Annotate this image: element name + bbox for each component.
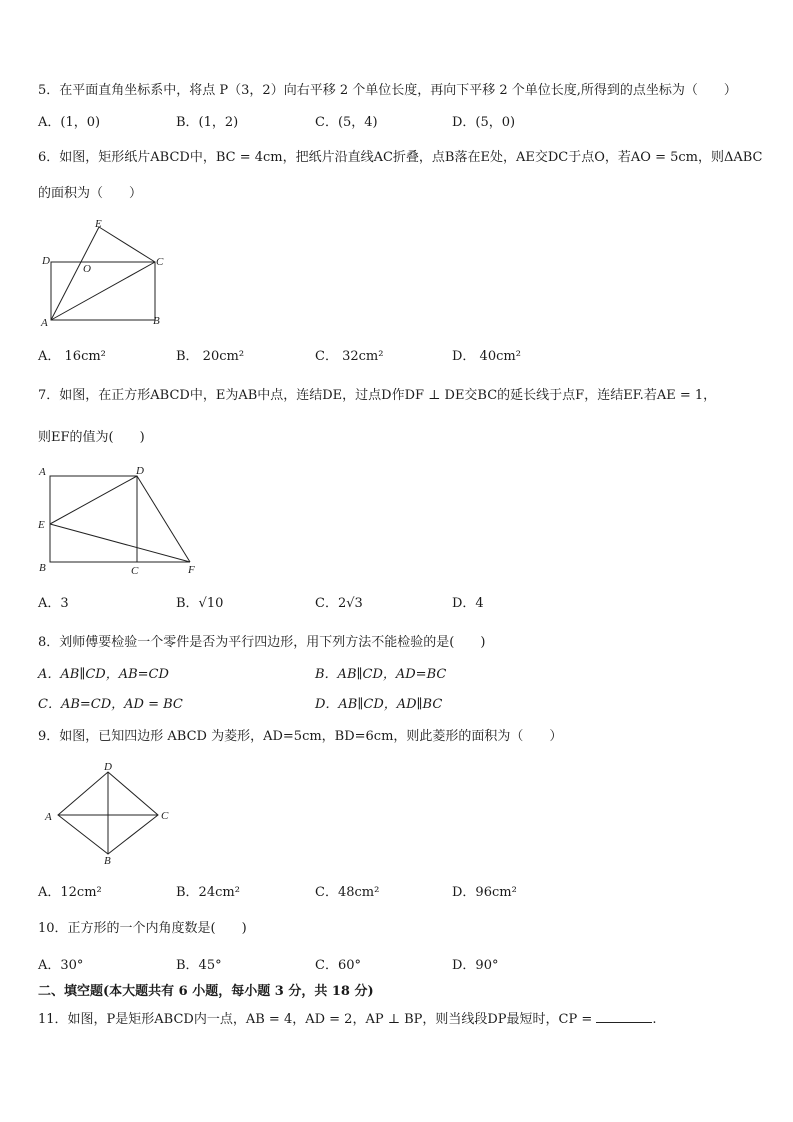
label-b: B <box>39 562 46 574</box>
label-a: A <box>39 466 46 478</box>
q7-figure <box>38 462 208 578</box>
q10-option-b: B．45° <box>176 958 222 973</box>
q8-option-a: A．AB∥CD，AB=CD <box>38 667 169 682</box>
q10-option-a: A．30° <box>38 958 84 973</box>
segment-ef <box>50 524 190 562</box>
q11-end: . <box>652 1012 657 1027</box>
q10-option-d: D．90° <box>452 958 499 973</box>
q6-stem-line1: 6．如图，矩形纸片ABCD中，BC = 4cm，把纸片沿直线AC折叠，点B落在E处，AE交DC于点O，若AO = 5cm，则ΔABC <box>38 150 763 165</box>
q10-stem: 10．正方形的一个内角度数是( ) <box>38 921 247 936</box>
label-d: D <box>104 761 112 773</box>
diagonal-ac <box>51 262 155 320</box>
q7-option-d: D．4 <box>452 596 484 611</box>
segment-ec <box>99 227 155 262</box>
q8-stem: 8．刘师傅要检验一个零件是否为平行四边形，用下列方法不能检验的是( ) <box>38 635 486 650</box>
q6-stem-line2: 的面积为（ ） <box>38 186 143 201</box>
q5-option-b: B．(1，2) <box>176 115 239 130</box>
segment-de <box>50 476 137 524</box>
label-f: F <box>188 564 195 576</box>
label-b: B <box>104 855 111 867</box>
square-abcd <box>50 476 137 562</box>
q8-option-c: C．AB=CD，AD = BC <box>38 697 183 712</box>
q7-option-c: C．2√3 <box>315 596 363 611</box>
q5-option-c: C．(5，4) <box>315 115 378 130</box>
label-d: D <box>42 255 50 267</box>
q6-option-a: A． 16cm² <box>38 349 106 364</box>
segment-df <box>137 476 190 562</box>
section-heading: 二、填空题(本大题共有 6 小题，每小题 3 分，共 18 分) <box>38 984 374 999</box>
q5-stem: 5．在平面直角坐标系中，将点 P（3，2）向右平移 2 个单位长度，再向下平移 2 个单位长度,所得到的点坐标为（ ） <box>38 83 737 98</box>
q6-option-d: D． 40cm² <box>452 349 521 364</box>
label-c: C <box>156 256 164 268</box>
q8-option-b: B．AB∥CD，AD=BC <box>315 667 447 682</box>
q6-figure <box>38 218 178 330</box>
label-b: B <box>153 315 160 327</box>
q11-stem-text: 11．如图，P是矩形ABCD内一点，AB = 4，AD = 2，AP ⊥ BP，则当线段DP最短时，CP = <box>38 1012 597 1027</box>
q9-stem: 9．如图，已知四边形 ABCD 为菱形，AD=5cm，BD=6cm，则此菱形的面积为（ ） <box>38 729 563 744</box>
q9-option-b: B．24cm² <box>176 885 240 900</box>
label-c: C <box>161 810 169 822</box>
q9-figure <box>40 758 180 868</box>
q8-option-d: D．AB∥CD，AD∥BC <box>315 697 443 712</box>
label-a: A <box>45 811 52 823</box>
q11-stem <box>38 1010 657 1029</box>
q7-option-a: A．3 <box>38 596 69 611</box>
q6-option-c: C． 32cm² <box>315 349 384 364</box>
q9-option-a: A．12cm² <box>38 885 102 900</box>
label-a: A <box>41 317 48 329</box>
q5-option-d: D．(5，0) <box>452 115 516 130</box>
q10-option-c: C．60° <box>315 958 361 973</box>
label-e: E <box>95 218 102 230</box>
label-e: E <box>38 519 45 531</box>
q7-stem-line1: 7．如图，在正方形ABCD中，E为AB中点，连结DE，过点D作DF ⊥ DE交BC的延长线于点F，连结EF.若AE = 1， <box>38 388 717 403</box>
q9-option-c: C．48cm² <box>315 885 380 900</box>
label-o: O <box>83 263 91 275</box>
answer-blank[interactable] <box>596 1010 652 1023</box>
label-c: C <box>131 565 139 577</box>
q7-stem-line2: 则EF的值为( ) <box>38 430 145 445</box>
q6-option-b: B． 20cm² <box>176 349 245 364</box>
q7-option-b: B．√10 <box>176 596 224 611</box>
q5-option-a: A．(1，0) <box>38 115 101 130</box>
label-d: D <box>136 465 144 477</box>
q9-option-d: D．96cm² <box>452 885 517 900</box>
